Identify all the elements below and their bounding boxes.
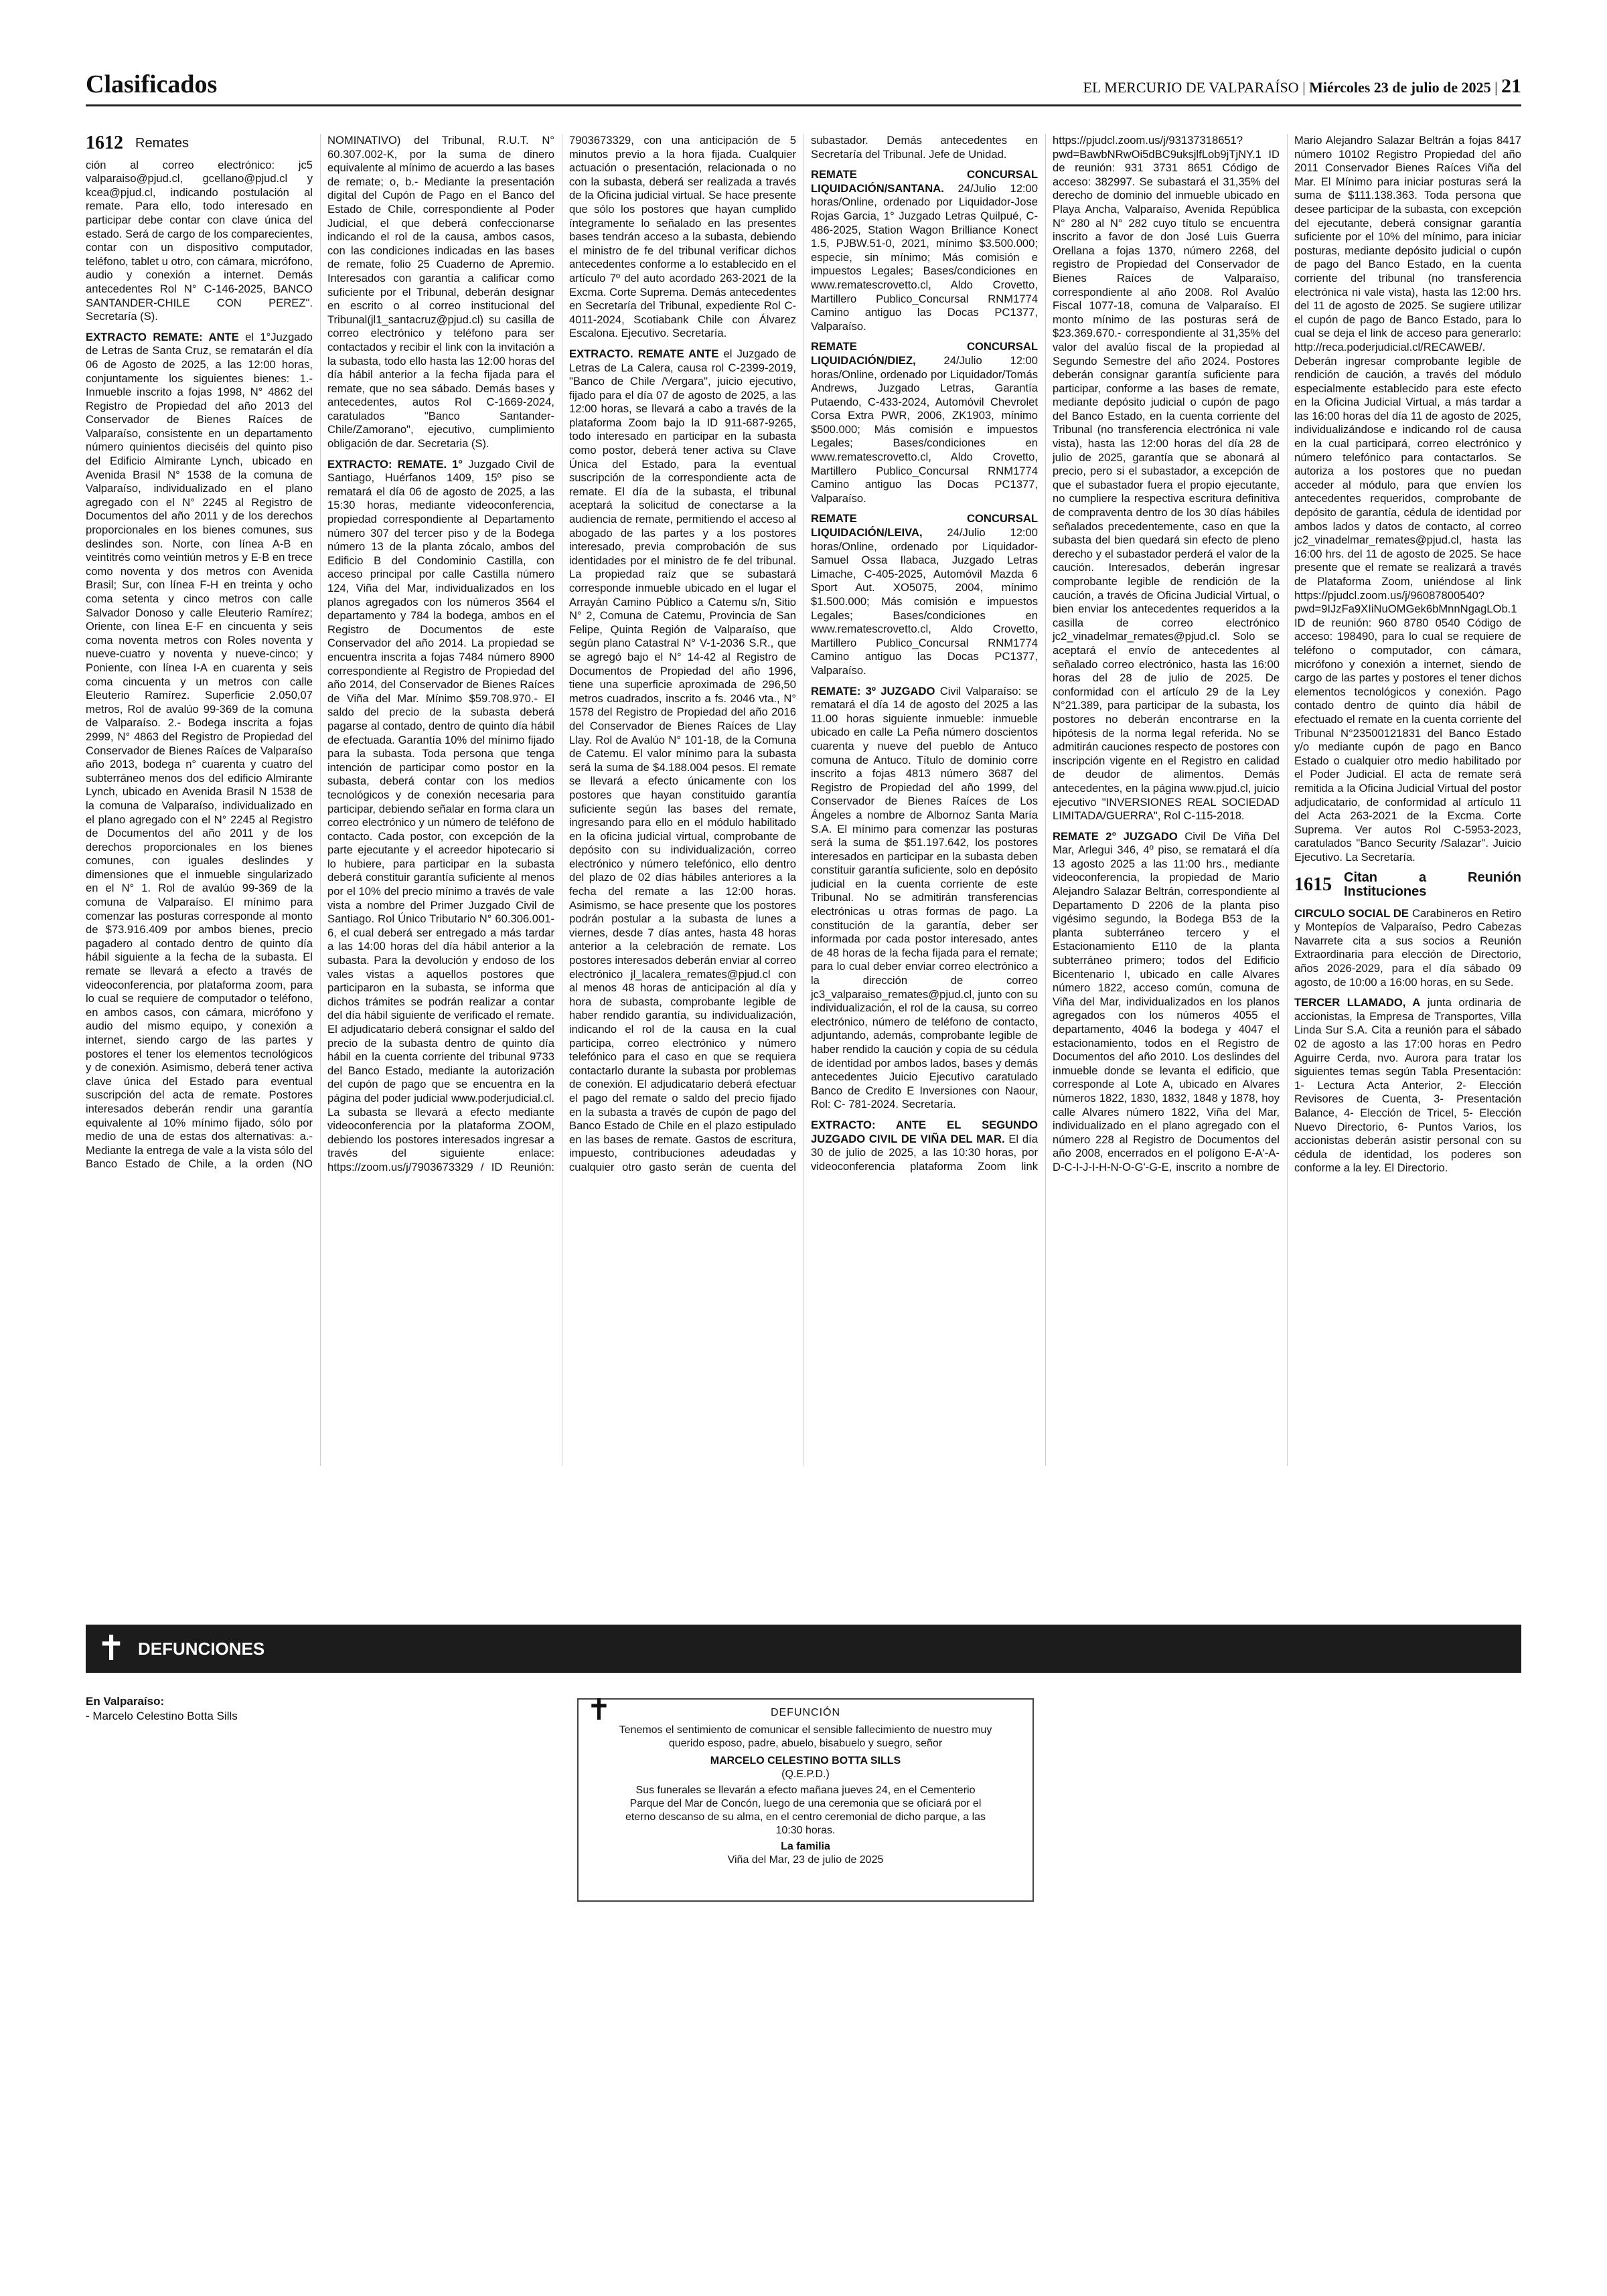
- page-header: [86, 64, 1521, 106]
- ad-text: 24/Julio 12:00 horas/Online, ordenado por Liquidador-Jose Rojas Garcia, 1° Juzgado Letras Quilpué, C-486-2025, Station Wagon Brilliance Konect 1.5, PJBW.51-0, 2021, mínimo $3.500.000; especie, sin mínimo; Más comisión e impuestos Legales; Bases/condiciones en www.rematescrovetto.cl, Aldo Crovetto, Martillero Publico_Concursal RNM1774 Camino antiguo las Docas PC1377, Valparaíso.: [811, 181, 1038, 333]
- ad-title: EXTRACTO: REMATE. 1°: [327, 457, 463, 471]
- ad-text: Carabineros en Retiro y Montepíos de Valparaíso, Pedro Cabezas Navarrete cita a sus socios a Reunión Extraordinaria para elección de Directorio, años 2026-2029, para el día sábado 09 agosto, de 10:00 a 16:00 horas, en su Sede.: [1294, 906, 1521, 989]
- defunciones-bar: [86, 1625, 1521, 1673]
- category-name: Citan a Reunión Instituciones: [1344, 870, 1521, 900]
- category-1612: [86, 134, 313, 153]
- ad-title: REMATE CONCURSAL LIQUIDACIÓN/DIEZ,: [811, 340, 1038, 367]
- ad-text: el Juzgado de Letras de La Calera, causa rol C-2399-2019, "Banco de Chile /Vergara", juicio ejecutivo, fijado para el día 07 de agosto de 2025, a las 12:00 horas, se llevará a cabo a través de la plataforma Zoom bajo la ID 911-687-9265, todo interesado en participar en la subasta como postor, deberá tener activa su Clave Única del Estado, para la eventual suscripción de la correspondiente acta de remate. El día de la subasta, el tribunal aceptará la solicitud de conectarse a la audiencia de remate, permitiendo el acceso al abogado de las partes y a los postores interesado, previa comprobación de sus identidades por el ministro de fe del tribunal. La propiedad raíz que se subastará corresponde inmueble ubicado en el lugar el Arrayán Camino Público a Catemu s/n, Sitio N° 2, Comuna de Catemu, Provincia de San Felipe, Quinta Región de Valparaíso, que según plano Catastral N° V-1-2036 S.R., que se agregó bajo el N° 14-42 al Registro de Documentos de Propiedad del año 1996, tiene una superficie aproximada de 296,50 metros cuadrados, inscrito a fs. 2046 vta., N° 1578 del Registro de Propiedad del año 2016 del Conservador de Bienes Raíces de Llay Llay. Rol de Avalúo N° 101-18, de la Comuna de Catemu. El valor mínimo para la subasta será la suma de $4.188.004 pesos. El remate se llevará a efecto únicamente con los postores que hayan constituido garantía suficiente según las bases del remate, ingresando para ello en el módulo habilitado en la oficina judicial virtual, comprobante de depósito con su individualización, correo electrónico y número telefónico, ello dentro del plazo de 02 días hábiles anteriores a la fecha del remate a las 12:00 horas. Asimismo, se hace presente que los postores podrán postular a la subasta de lunes a viernes, desde 7 días antes, hasta 48 horas anterior a la celebración de remate. Los postores interesados deberán enviar al correo electrónico jl_lacalera_remates@pjud.cl con al menos 48 horas de anticipación al día y hora de subasta, comprobante legible de haber rendido garantía, su individualización, indicando el rol de la causa en la cual participa, correo electrónico y número telefónico para el caso en que se requiera contactarlo durante la subasta por problemas de conexión. El adjudicatario deberá efectuar el pago del remate o saldo del precio fijado en la subasta a través de cupón de pago del Banco Estado de Chile en el plazo estipulado en las bases de remate. Gastos de escritura, impuesto, contribuciones adeudadas y cualquier otro gasto serán de cuenta del subastador. Demás antecedentes en Secretaría del Tribunal. Jefe de Unidad.: [569, 134, 1038, 1173]
- ad-text: junta ordinaria de accionistas, la Empresa de Transportes, Villa Linda Sur S.A. Cita a reunión para el sábado 02 de agosto a las 17:00 horas en Pedro Aguirre Cerda, nvo. Aurora para tratar los siguientes temas según Tabla Presentación: 1- Lectura Acta Anterior, 2- Elección Revisores de Cuenta, 3- Presentación Balance, 4- Elección de Tricel, 5- Elección Nuevo Directorio, 6- Puntos Varios, los accionistas deberán asistir personal con su cédula de identidad, los poderes son conforme a la ley. El Directorio.: [1294, 996, 1521, 1175]
- section-title: Clasificados: [86, 70, 218, 98]
- ad-entry: [811, 512, 1038, 677]
- ad-title: EXTRACTO. REMATE ANTE: [569, 347, 719, 360]
- ad-title: REMATE 2° JUZGADO: [1053, 829, 1178, 843]
- ad-text: el 1°Juzgado de Letras de Santa Cruz, se rematarán el día 06 de Agosto de 2025, a las 12:00 horas, conjuntamente los siguientes bienes: 1.- Inmueble inscrito a fojas 1998, N° 4862 del Registro de Propiedad del año 2013 del Conservador de Bienes Raíces de Valparaíso, consistente en un departamento número quinientos dieciséis del quinto piso del Edificio Almirante Lynch, ubicado en Avenida Brasil N° 1538 de la comuna de Valparaíso, individualizado en el plano agregado con el N° 2245 al Registro de Documentos del año 2011 y de los derechos proporcionales en los bienes comunes, sus deslindes son. Norte, con línea A-B en veintitrés como veintiún metros y E-B en trece como noventa y dos metros con Avenida Brasil; Sur, con línea F-H en treinta y ocho coma setenta y cinco metros con calle Salvador Donoso y calle Eleuterio Ramírez; Oriente, con línea E-F en cincuenta y seis coma noventa metros con Roles noventa y nueve-cuatro y noventa y nueve-cinco; y Poniente, con línea I-A en cuarenta y seis coma cincuenta y un metros con calle Eleuterio Ramírez. Superficie 2.050,07 metros, Rol de avalúo 99-369 de la comuna de Valparaíso. 2.- Bodega inscrita a fojas 2999, N° 4863 del Registro de Propiedad del Conservador de Bienes Raíces de Valparaíso año 2013, bodega n° cuarenta y cuatro del subterráneo menos dos del edificio Almirante Lynch, ubicado en Avenida Brasil N 1538 de la comuna de Valparaíso, individualizado en el plano agregado con el N° 2245 al Registro de Documentos del año 2011 y de los derechos proporcionales en los bienes comunes, con iguales deslindes y dimensiones que el inmueble singularizado en el N° 1. Rol de avalúo 99-369 de la comuna de Valparaíso. El mínimo para comenzar las posturas corresponde al monto de $73.916.409 por ambos bienes, precio pagadero al contado dentro de quinto día hábil siguiente a la fecha de la subasta. El remate se llevará a efecto a través de videoconferencia, por plataforma zoom, para lo cual se requiere de computador o teléfono, en ambos casos, con cámara, micrófono y audio del mismo equipo, y conexión a internet, siendo cargo de las partes y postores el tener los elementos tecnológicos y de conexión. Asimismo, deberá tener activa clave única del Estado para eventual suscripción del acta de remate. Postores interesados deberán rendir una garantía equivalente al 10% mínimo fijado, sólo por medio de una de estas dos alternativas: a.- Mediante la entrega de vale a la vista sólo del Banco Estado de Chile, a la orden (NO NOMINATIVO) del Tribunal, R.U.T. N° 60.307.002-K, por la suma de dinero equivalente al mínimo de acuerdo a las bases de remate; o, b.- Mediante la presentación digital del Cupón de Pago en el Banco del Estado de Chile, correspondiente al Poder Judicial, el que deberá confeccionarse indicando el rol de la causa, ambos casos, con las condiciones indicadas en las bases de remate, folio 25 Cuaderno de Apremio. Interesados con garantía a calificar como suficiente por el Tribunal, deberán designar en escrito o al correo institucional del Tribunal(jl1_santacruz@pjud.cl) su casilla de correo electrónico y teléfono para ser contactados y recibir el link con la invitación a la subasta, todo ello hasta las 12:00 horas del día hábil anterior a la fecha fijada para el remate, que no sea sábado. Demás bases y antecedentes, autos Rol C-1669-2024, caratulados "Banco Santander-Chile/Zamorano", ejecutivo, cumplimiento obligación de dar. Secretaria (S).: [86, 134, 554, 1171]
- ad-title: REMATE CONCURSAL LIQUIDACIÓN/SANTANA.: [811, 168, 1038, 195]
- ad-text: El día 30 de julio de 2025, a las 10:30 horas, por videoconferencia plataforma Zoom link https://pjudcl.zoom.us/j/93137318651?pwd=BawbNRwOi5dBC9uksjlfLob9jTjNY.1 ID de reunión: 931 3731 8651 Código de acceso: 382997. Se subastará el 31,35% del derecho de dominio del inmueble ubicado en Playa Ancha, Valparaíso, Avenida República N° 280 al N° 282 cuyo título se encuentra inscrito a favor de don José Luis Guerra Orellana a fojas 1370, número 2268, del registro de Propiedad del Conservador de Bienes Raíces de Valparaíso, correspondiente al año 2008. Rol Avalúo Fiscal 1077-18, comuna de Valparaíso. El monto mínimo de las posturas será de $23.369.670.- correspondiente al 31,35% del valor del avalúo fiscal de la propiedad al Segundo Semestre del año 2024. Postores deberán consignar garantía suficiente para participar, conforme a las bases de remate, mediante depósito judicial o cupón de pago del Banco Estado, en la cuenta corriente del Tribunal (no transferencia electrónica ni vale vista), hasta las 12:00 horas del día 28 de julio de 2025, garantía que se abonará al precio, pero si el subastador, a excepción de que el subastador fuera el propio ejecutante, no cumpliere la respectiva escritura definitiva de compraventa dentro de los 30 días hábiles señalados precedentemente, caso en que la subasta del bien quedará sin efecto de pleno derecho y el subastador perderá el valor de la caución. Interesados, deberán ingresar comprobante legible de rendición de la caución, a través de Oficina Judicial Virtual, o bien enviar los antecedentes requeridos a la casilla de correo electrónico jc2_vinadelmar_remates@pjud.cl. Solo se aceptará el envío de antecedentes al señalado correo electrónico, hasta las 16:00 horas del 28 de julio de 2025. De conformidad con el artículo 29 de la Ley N°21.389, para participar de la subasta, los postores no deberán encontrarse en la hipótesis de la norma legal referida. No se admitirán cauciones respecto de postores con inscripción vigente en el Registro en calidad de deudor de alimentos. Demás antecedentes, en la página www.pjud.cl, juicio ejecutivo "INVERSIONES REAL SOCIEDAD LIMITADA/GUERRA", Rol C-115-2018.: [811, 134, 1280, 1173]
- obituary-intro: Tenemos el sentimiento de comunicar el sensible fallecimiento de nuestro muy querido esposo, padre, abuelo, bisabuelo y suegro, señor: [619, 1724, 992, 1749]
- defunciones-place: En Valparaíso:: [86, 1695, 165, 1708]
- page-number: 21: [1501, 75, 1521, 97]
- cross-icon: ✝: [96, 1629, 126, 1668]
- ad-title: CIRCULO SOCIAL DE: [1294, 906, 1409, 920]
- ad-text: Juzgado Civil de Santiago, Huérfanos 1409, 15º piso se rematará el día 06 de agosto de 2025, a las 15:30 horas, mediante videoconferencia, propiedad correspondiente al Departamento número 307 del tercer piso y de la Bodega número 13 de la planta zócalo, ambos del Edificio B del Condominio Castilla, con acceso principal por calle Castilla número 124, Viña del Mar, individualizados en los planos agregados con los números 3564 el departamento y 784 la bodega, ambos en el Registro de Documentos de este Conservador del año 2014. La propiedad se encuentra inscrita a fojas 7484 número 8900 correspondiente al Registro de Propiedad del año 2014, del Conservador de Bienes Raíces de Viña del Mar. Mínimo $59.708.970.- El saldo del precio de la subasta deberá pagarse al contado, dentro de quinto día hábil de efectuada. Garantía 10% del mínimo fijado para la subasta. Toda persona que tenga intención de participar como postor en la subasta, deberá contar con los medios tecnológicos y de conexión necesaria para participar, debiendo señalar en forma clara un correo electrónico y un número de teléfono de contacto. Cada postor, con excepción de la parte ejecutante y el acreedor hipotecario si lo hubiere, para participar en la subasta deberá constituir garantía suficiente al menos por el 10% del precio mínimo a través de vale vista a nombre del Primer Juzgado Civil de Santiago. Rol Único Tributario N° 60.306.001-6, el cual deberá ser entregado a más tardar a las 14:00 horas del día hábil anterior a la subasta. Para la devolución y endoso de los vales vistas a aquellos postores que participaron en la subasta, se informa que dichos trámites se podrán realizar a contar del día hábil siguiente de verificado el remate. El adjudicatario deberá consignar el saldo del precio de la subasta dentro de quinto día hábil en la cuenta corriente del tribunal 9733 del Banco Estado, mediante la autorización del cupón de pago que se encuentra en la página del poder judicial www.poderjudicial.cl. La subasta se llevará a efecto mediante videoconferencia por la plataforma ZOOM, debiendo los postores interesados ingresar a través del siguiente enlace: https://zoom.us/j/7903673329 / ID Reunión: 7903673329, con una anticipación de 5 minutos previo a la hora fijada. Cualquier actuación o presentación, relacionada o no con la subasta, deberá ser realizada a través de la Oficina judicial virtual. Se hace presente que sólo los postores que hayan cumplido íntegramente lo señalado en las presentes bases tendrán acceso a la subasta, debiendo el ministro de fe del tribunal verificar dichos antecedentes conforme a lo establecido en el artículo 7º del auto acordado 263-2021 de la Excma. Corte Suprema. Demás antecedentes en Secretaría del Tribunal, expediente Rol C-4011-2024, Scotiabank Chile con Álvarez Escalona. Ejecutivo. Secretaría.: [327, 134, 796, 1173]
- ad-entry: [811, 685, 1038, 1112]
- paper-name: EL MERCURIO DE VALPARAÍSO: [1083, 79, 1299, 96]
- paper-info: EL MERCURIO DE VALPARAÍSO | Miércoles 23 de julio de 2025 | 21: [1083, 75, 1521, 97]
- classifieds-columns: [86, 134, 1521, 1466]
- issue-date: Miércoles 23 de julio de 2025: [1309, 79, 1491, 96]
- obituary-qepd: (Q.E.P.D.): [781, 1769, 830, 1780]
- defunciones-name: - Marcelo Celestino Botta Sills: [86, 1710, 238, 1722]
- category-1615: [1294, 871, 1521, 898]
- category-code: 1615: [1294, 874, 1332, 895]
- ad-title: EXTRACTO: ANTE EL SEGUNDO JUZGADO CIVIL DE VIÑA DEL MAR.: [811, 1118, 1038, 1145]
- ad-text: Civil Valparaíso: se rematará el día 14 de agosto del 2025 a las 11.00 horas siguiente inmueble: inmueble ubicado en calle La Peña número doscientos cuarenta y nueve del pueblo de Antuco comuna de Antuco. Título de dominio corre inscrito a fojas 4813 número 3687 del Registro de Propiedad del año 1999, del Conservador de Bienes Raíces de Los Ángeles a nombre de Albornoz Santa María S.A. El mínimo para comenzar las posturas será la suma de $51.197.642, los postores interesados en participar en la subasta deben constituir garantía suficiente, solo en depósito judicial en la cuenta corriente de este Tribunal. No se admitirán transferencias electrónicas u otras formas de pago. La constitución de la garantía, deber ser informada por cada postor interesado, antes de 48 horas de la fecha fijada para el remate; para lo cual deber enviar correo electrónico a la dirección de correo jc3_valparaiso_remates@pjud.cl, junto con su individualización, el rol de la causa, su correo electrónico, número de teléfono de contacto, adjuntando, además, comprobante legible de haber rendido la caución y copia de su cédula de identidad por ambos lados, bases y demás antecedentes Juicio Ejecutivo caratulado Banco de Credito E Inversiones con Naour, Rol: C- 781-2024. Secretaría.: [811, 684, 1038, 1111]
- ad-entry: [1294, 996, 1521, 1175]
- defunciones-list: [86, 1694, 238, 1724]
- ad-entry: [1294, 907, 1521, 990]
- ad-title: REMATE: 3º JUZGADO: [811, 684, 935, 698]
- ad-text: Civil De Viña Del Mar, Arlegui 346, 4º piso, se rematará el día 13 agosto 2025 a las 11:00 hrs., mediante videoconferencia, la propiedad de Mario Alejandro Salazar Beltrán, correspondiente al Departamento D 2206 de la planta piso vigésimo segundo, la Bodega B53 de la planta subterráneo tercero y el Estacionamiento E110 de la planta subterráneo primero; todos del Edificio Bicentenario I, ubicado en calle Alvares número 1822, acceso común, comuna de Viña del Mar, individualizados en los planos agregados con los números 4055 el departamento, 4046 la bodega y 4047 el estacionamiento, todos en el Registro de Documentos del año 2010. Los deslindes del inmueble donde se levanta el edificio, que corresponde al Lote A, ubicado en Alvares números 1822, 1830, 1832, 1848 y 1878, hoy calle Alvares número 1822, Viña del Mar, individualizado en el plano agregado con el número 228 al Registro de Documentos del año 2008, encerrados en el polígono E-A'-A-D-C-I-J-I-H-N-O-G'-G-E, inscrito a nombre de Mario Alejandro Salazar Beltrán a fojas 8417 número 10102 Registro Propiedad del año 2011 Conservador Bienes Raíces Viña del Mar. El Mínimo para iniciar posturas será la suma de $111.138.363. Toda persona que desee participar de la subasta, con excepción del ejecutante, deberá consignar garantía suficiente por el 10% del mínimo, para iniciar posturas, mediante depósito judicial o cupón de pago del Banco Estado, en la cuenta corriente del tribunal (no transferencia electrónica ni vale vista), hasta las 12:00 hrs. del 11 de agosto de 2025. Se sugiere utilizar el cupón de pago de Banco Estado, para lo cual se deja el link de acceso para generarlo: http://reca.poderjudicial.cl/RECAWEB/. Deberán ingresar comprobante legible de rendición de caución, a través del módulo especialmente establecido para este efecto en la Oficina Judicial Virtual, a más tardar a las 16:00 horas del día 11 de agosto de 2025, individualizándose e indicando rol de causa en la cual participará, correo electrónico y número telefónico para contactarlos. Se autoriza a los postores que no puedan acceder al módulo, para que envíen los antecedentes requeridos, comprobante de depósito de garantía, cédula de identidad por ambos lados y datos de contacto, al correo jc2_vinadelmar_remates@pjud.cl, hasta las 16:00 hrs. del 11 de agosto de 2025. Se hace presente que el remate se realizará a través de Plataforma Zoom, uniéndose al link https://pjudcl.zoom.us/j/96087800540?pwd=9IJzFa9XIiNuOMGek6bMnnNgagLOb.1 ID de reunión: 960 8780 0540 Código de acceso: 198490, para lo cual se requiere de teléfono o computador, con cámara, micrófono y conexión a internet, siendo de cargo de las partes y postores el tener dichos elementos tecnológicos y conexión. Pago contado dentro de quinto día hábil de efectuado el remate en la cuenta corriente del Tribunal N°23500121831 del Banco Estado y/o mediante cupón de pago en Banco Estado o cualquier otro medio habilitado por el Poder Judicial. El acta de remate será remitida a la Oficina Judicial Virtual del postor adjudicatario, de conformidad al artículo 11 del Acta 263-2021 de la Excma. Corte Suprema. Ver autos Rol C-5953-2023, caratulados "Banco Security /Salazar". Juicio Ejecutivo. La Secretaría.: [1053, 134, 1521, 1173]
- obituary-name: MARCELO CELESTINO BOTTA SILLS: [710, 1755, 901, 1767]
- category-code: 1612: [86, 134, 123, 153]
- obituary-title: DEFUNCIÓN: [770, 1707, 841, 1718]
- obituary-place-date: Viña del Mar, 23 de julio de 2025: [727, 1854, 884, 1866]
- ad-entry: [811, 340, 1038, 505]
- defunciones-label: DEFUNCIONES: [138, 1638, 265, 1659]
- ad-title: TERCER LLAMADO, A: [1294, 996, 1421, 1009]
- ad-text: ción al correo electrónico: jc5 valparaiso@pjud.cl, gcellano@pjud.cl y kcea@pjud.cl, indicando postulación al remate. Para ello, todo interesado en participar debe contar con clave única del estado. Será de cargo de los comparecientes, contar con un dispositivo computador, teléfono, tablet u otro, con cámara, micrófono, audio y conexión a internet. Demás antecedentes Rol N° C-146-2025, BANCO SANTANDER-CHILE CON PEREZ". Secretaría (S).: [86, 158, 313, 323]
- obituary-sign: La familia: [781, 1841, 830, 1852]
- ad-title: REMATE CONCURSAL LIQUIDACIÓN/LEIVA,: [811, 512, 1038, 540]
- category-name: Remates: [135, 136, 189, 151]
- ad-text: 24/Julio 12:00 horas/Online, ordenado por Liquidador-Samuel Ossa Ilabaca, Juzgado Letras Limache, C-405-2025, Automóvil Mazda 6 Sport Aut. XO5075, 2004, mínimo $1.500.000; Más comisión e impuestos Legales; Bases/condiciones en www.rematescrovetto.cl, Aldo Crovetto, Martillero Publico_Concursal RNM1774 Camino antiguo las Docas PC1377, Valparaíso.: [811, 526, 1038, 677]
- ad-text: 24/Julio 12:00 horas/Online, ordenado por Liquidador/Tomás Andrews, Juzgado Letras, Garantía Putaendo, C-433-2024, Automóvil Chevrolet Corsa Extra PWR, 2006, ZK1903, mínimo $500.000; Más comisión e impuestos Legales; Bases/condiciones en www.rematescrovetto.cl, Aldo Crovetto, Martillero Publico_Concursal RNM1774 Camino antiguo las Docas PC1377, Valparaíso.: [811, 353, 1038, 505]
- obituary-box: [577, 1694, 1034, 1902]
- obituary-body: Sus funerales se llevarán a efecto mañana jueves 24, en el Cementerio Parque del Mar de Concón, luego de una ceremonia que se oficiará por el eterno descanso de su alma, en el centro ceremonial de dicho parque, a las 10:30 horas.: [625, 1785, 986, 1836]
- ad-title: EXTRACTO REMATE: ANTE: [86, 330, 239, 343]
- ad-entry: [811, 168, 1038, 333]
- cross-icon: ✝: [587, 1694, 611, 1726]
